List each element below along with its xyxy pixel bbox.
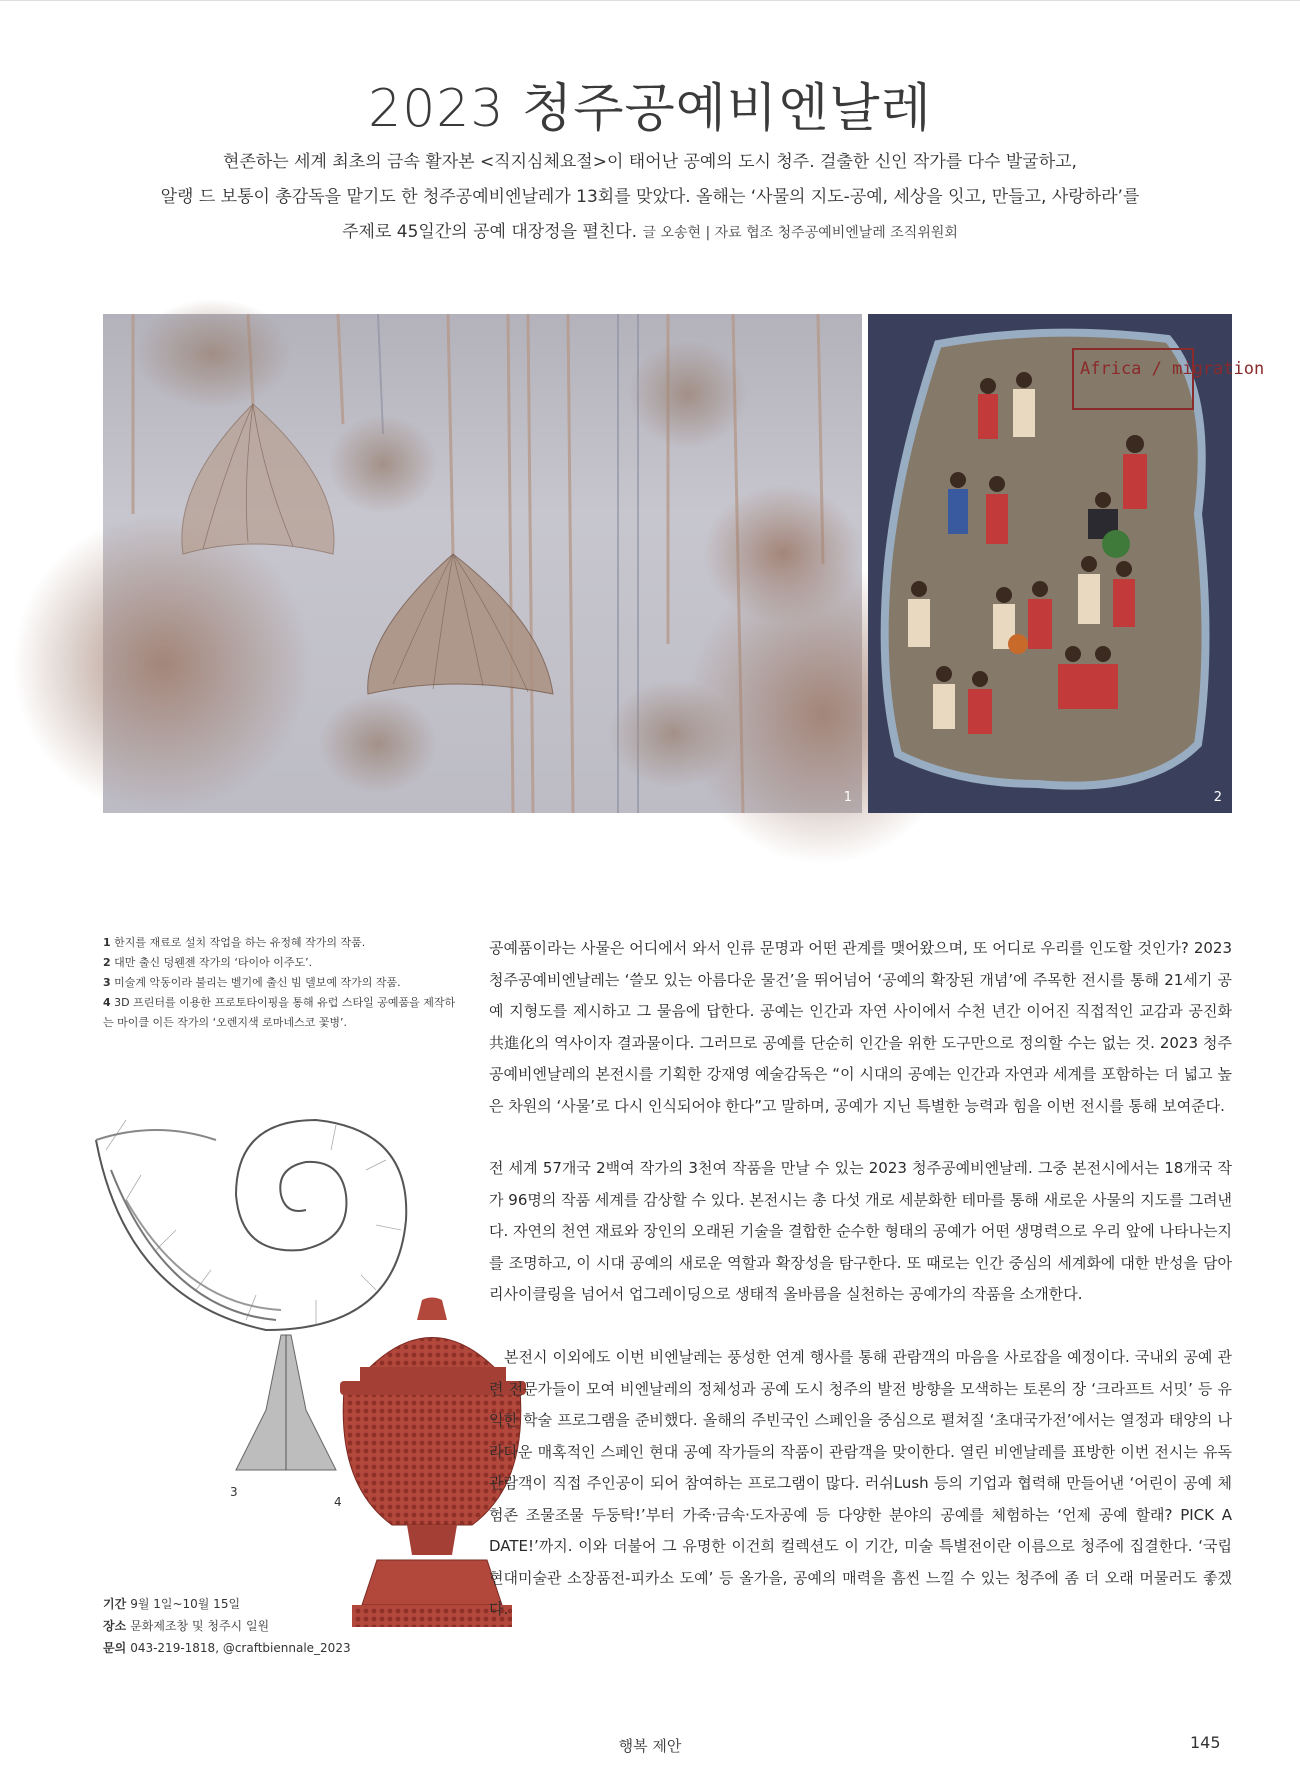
info-period	[103, 1593, 423, 1615]
caption-text: 3D 프린터를 이용한 프로토타이핑을 통해 유럽 스타일 공예품을 제작하는 마이클 이든 작가의 ‘오렌지색 로마네스코 꽃병’.	[103, 996, 456, 1029]
lede-line-1: 현존하는 세계 최초의 금속 활자본 <직지심체요절>이 태어난 공예의 도시 청주. 걸출한 신인 작가를 다수 발굴하고,	[223, 152, 1077, 172]
caption-text: 한지를 재료로 설치 작업을 하는 유정혜 작가의 작품.	[114, 936, 366, 949]
body-paragraph-3: 본전시 이외에도 이번 비엔날레는 풍성한 연계 행사를 통해 관람객의 마음을 사로잡을 예정이다. 국내외 공예 관련 전문가들이 모여 비엔날레의 정체성과 공예 도시 청주의 발전 방향을 모색하는 토론의 장 ‘크라프트 서밋’ 등 유익한 학술 프로그램을 준비했다. 올해의 주빈국인 스페인을 중심으로 펼쳐질 ‘초대국가전’에서는 열정과 태양의 나라다운 매혹적인 스페인 현대 공예 작가들의 작품이 관람객을 맞이한다. 열린 비엔날레를 표방한 이번 전시는 유독 관람객이 직접 주인공이 되어 참여하는 프로그램이 많다. 러쉬Lush 등의 기업과 협력해 만들어낸 ‘어린이 공예 체험존 조물조물 두둥탁!’부터 가죽·금속·도자공예 등 다양한 분야의 공예를 체험하는 ‘언제 공예 할래? PICK A DATE!’까지. 이와 더불어 그 유명한 이건희 컬렉션도 이 기간, 미술 특별전이란 이름으로 청주에 집결한다. ‘국립현대미술관 소장품전-피카소 도예’ 등 올가을, 공예의 매력을 흠씬 느낄 수 있는 청주에 좀 더 오래 머물러도 좋겠다.	[489, 1348, 1232, 1618]
caption-number: 3	[103, 976, 111, 989]
caption-item	[103, 933, 463, 953]
event-info	[103, 1593, 423, 1659]
info-label: 문의	[103, 1641, 127, 1655]
body-paragraph-1: 공예품이라는 사물은 어디에서 와서 인류 문명과 어떤 관계를 맺어왔으며, 또 어디로 우리를 인도할 것인가? 2023 청주공예비엔날레는 ‘쓸모 있는 아름다운 물건’을 뛰어넘어 ‘공예의 확장된 개념’에 주목한 전시를 통해 21세기 공예 지형도를 제시하고 그 물음에 답한다. 공예는 인간과 자연 사이에서 수천 년간 이어진 직접적인 교감과 공진화共進化의 역사이자 결과물이다. 그러므로 공예를 단순히 인간을 위한 도구만으로 정의할 수는 없는 것. 2023 청주공예비엔날레의 본전시를 기획한 강재영 예술감독은 “이 시대의 공예는 인간과 자연과 세계를 포함하는 더 넓고 높은 차원의 ‘사물’로 다시 인식되어야 한다”고 말하며, 공예가 지닌 특별한 능력과 힘을 이번 전시를 통해 보여준다.	[489, 939, 1232, 1115]
photo-2-number: 2	[1213, 790, 1222, 805]
artwork-4-number: 4	[334, 1495, 342, 1509]
map-inscription: Africa / migration	[1080, 359, 1265, 379]
article-credit: 글 오송현 | 자료 협조 청주공예비엔날레 조직위원회	[642, 225, 958, 241]
caption-text: 미술계 악동이라 불리는 벨기에 출신 빔 델보예 작가의 작품.	[114, 976, 401, 989]
article-title: 2023 청주공예비엔날레	[368, 79, 932, 139]
caption-text: 대만 출신 덩웬젠 작가의 ‘타이아 이주도’.	[114, 956, 313, 969]
photo-captions	[103, 933, 463, 1033]
article-lede	[130, 145, 1170, 251]
lede-line-3	[130, 215, 1170, 251]
artwork-3-number: 3	[230, 1485, 238, 1499]
caption-item	[103, 993, 463, 1033]
hanji-roots-illustration	[103, 314, 862, 813]
caption-number: 1	[103, 936, 111, 949]
caption-item	[103, 953, 463, 973]
page-number: 145	[1190, 1733, 1221, 1752]
caption-number: 4	[103, 996, 111, 1009]
photo-embroidered-map	[868, 314, 1265, 813]
info-label: 기간	[103, 1597, 127, 1611]
photo-hanji-installation	[103, 314, 862, 813]
section-label: 행복 제안	[618, 1737, 682, 1755]
info-value: 043-219-1818, @craftbiennale_2023	[130, 1641, 351, 1655]
photo-1-number: 1	[843, 790, 852, 805]
info-value: 문화제조창 및 청주시 일원	[130, 1619, 270, 1633]
lede-line-2: 알랭 드 보통이 총감독을 맡기도 한 청주공예비엔날레가 13회를 맞았다. 올해는 ‘사물의 지도-공예, 세상을 잇고, 만들고, 사랑하라’를	[160, 187, 1140, 207]
caption-number: 2	[103, 956, 111, 969]
info-value: 9월 1일~10월 15일	[130, 1597, 241, 1611]
caption-item	[103, 973, 463, 993]
top-rule	[0, 0, 1300, 1]
info-label: 장소	[103, 1619, 127, 1633]
lede-line-3-text: 주제로 45일간의 공예 대장정을 펼친다.	[342, 222, 638, 242]
info-venue	[103, 1615, 423, 1637]
info-contact	[103, 1637, 423, 1659]
body-paragraph-2: 전 세계 57개국 2백여 작가의 3천여 작품을 만날 수 있는 2023 청주공예비엔날레. 그중 본전시에서는 18개국 작가 96명의 작품 세계를 감상할 수 있다. 본전시는 총 다섯 개로 세분화한 테마를 통해 새로운 사물의 지도를 그려낸다. 자연의 천연 재료와 장인의 오래된 기술을 결합한 순수한 형태의 공예가 어떤 생명력으로 우리 앞에 나타나는지를 조명하고, 이 시대 공예의 새로운 역할과 확장성을 탐구한다. 또 때로는 인간 중심의 세계화에 대한 반성을 담아 리사이클링을 넘어서 업그레이딩으로 생태적 올바름을 실천하는 공예가의 작품을 소개한다.	[489, 1159, 1232, 1303]
embroidered-map-illustration	[868, 314, 1265, 813]
